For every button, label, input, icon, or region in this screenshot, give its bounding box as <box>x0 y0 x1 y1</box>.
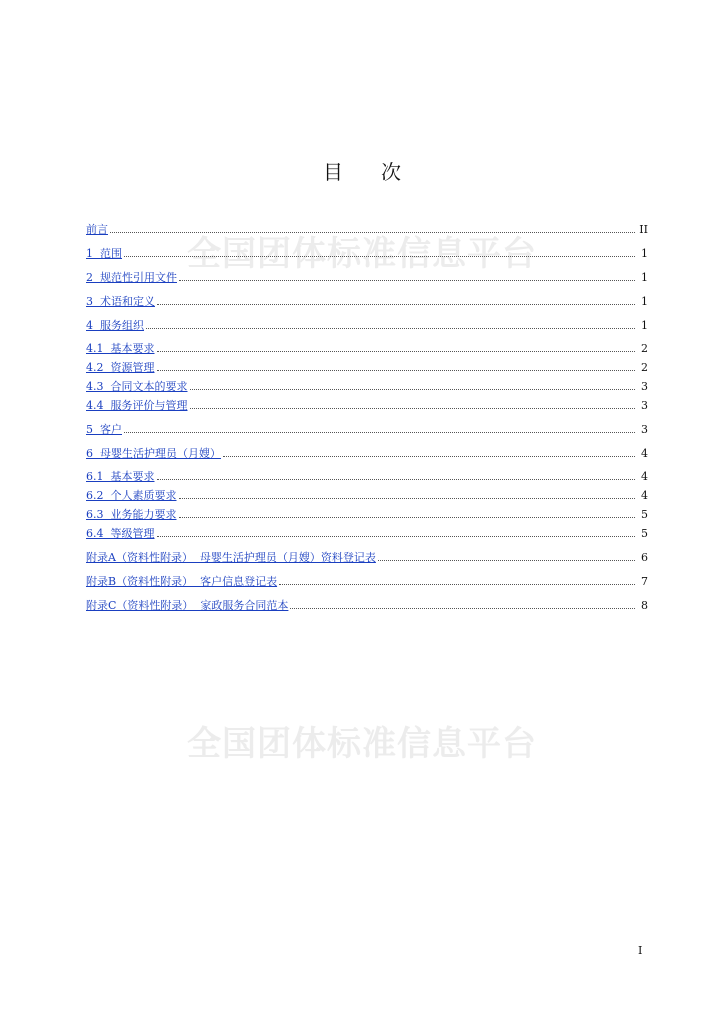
toc-entry[interactable] <box>86 524 648 540</box>
toc-entry-label[interactable]: 附录C（资料性附录） 家政服务合同范本 <box>86 599 289 612</box>
toc-entry[interactable] <box>86 444 648 460</box>
toc-entry-label[interactable]: 6 母婴生活护理员（月嫂） <box>86 447 221 460</box>
toc-entry-label[interactable]: 6.3 业务能力要求 <box>86 508 177 521</box>
watermark: 全国团体标准信息平台 <box>187 234 537 274</box>
toc-entry-label[interactable]: 6.1 基本要求 <box>86 470 155 483</box>
toc-entry-label[interactable]: 4.1 基本要求 <box>86 342 155 355</box>
toc-entry-label[interactable]: 3 术语和定义 <box>86 295 155 308</box>
toc-entry[interactable] <box>86 316 648 332</box>
toc-entry[interactable] <box>86 396 648 412</box>
toc-entry[interactable] <box>86 467 648 483</box>
toc-leader-dots <box>157 369 636 371</box>
watermark: 全国团体标准信息平台 <box>187 724 537 764</box>
toc-page-number: 1 <box>641 295 648 308</box>
toc-leader-dots <box>190 407 636 409</box>
toc-entry-label[interactable]: 前言 <box>86 223 108 236</box>
toc-leader-dots <box>179 497 636 499</box>
toc-entry-label[interactable]: 1 范围 <box>86 247 122 260</box>
toc-entry[interactable] <box>86 377 648 393</box>
toc-page-number: 1 <box>641 271 648 284</box>
toc-leader-dots <box>157 478 636 480</box>
toc-entry-label[interactable]: 附录B（资料性附录） 客户信息登记表 <box>86 575 278 588</box>
toc-leader-dots <box>157 303 635 305</box>
toc-entry[interactable] <box>86 358 648 374</box>
page-title <box>0 156 724 185</box>
toc-leader-dots <box>179 279 635 281</box>
toc-page-number: 2 <box>641 342 648 355</box>
toc-page-number: 5 <box>641 527 648 540</box>
toc-leader-dots <box>124 431 635 433</box>
toc-entry[interactable] <box>86 420 648 436</box>
toc-entry-label[interactable]: 4.3 合同文本的要求 <box>86 380 188 393</box>
toc-entry[interactable] <box>86 292 648 308</box>
toc-entry-label[interactable]: 4.4 服务评价与管理 <box>86 399 188 412</box>
toc-page-number: 1 <box>641 247 648 260</box>
toc-entry[interactable] <box>86 505 648 521</box>
toc-leader-dots <box>279 583 635 585</box>
toc-leader-dots <box>190 388 636 390</box>
toc-page-number: 8 <box>641 599 648 612</box>
toc-leader-dots <box>179 516 636 518</box>
toc-page-number: 7 <box>641 575 648 588</box>
toc-entry-label[interactable]: 2 规范性引用文件 <box>86 271 177 284</box>
toc-page-number: 4 <box>641 489 648 502</box>
toc-leader-dots <box>157 350 636 352</box>
toc-entry-appendix-a[interactable] <box>86 548 648 564</box>
toc-page-number: 3 <box>641 399 648 412</box>
toc-leader-dots <box>146 327 635 329</box>
toc-page-number: 1 <box>641 319 648 332</box>
toc-entry-foreword[interactable] <box>86 220 648 236</box>
toc-entry[interactable] <box>86 339 648 355</box>
toc-page-number: 4 <box>641 447 648 460</box>
title-char: 目 <box>323 160 343 184</box>
toc-entry-appendix-b[interactable] <box>86 572 648 588</box>
toc-entry-label[interactable]: 4 服务组织 <box>86 319 144 332</box>
title-char: 次 <box>381 160 401 184</box>
toc-entry[interactable] <box>86 486 648 502</box>
toc-leader-dots <box>378 559 635 561</box>
page-number: I <box>638 944 643 957</box>
toc-page-number: 3 <box>641 380 648 393</box>
toc-page-number: 6 <box>641 551 648 564</box>
toc-page-number: 5 <box>641 508 648 521</box>
toc-page-number: 4 <box>641 470 648 483</box>
toc-entry-label[interactable]: 4.2 资源管理 <box>86 361 155 374</box>
toc-entry-label[interactable]: 6.2 个人素质要求 <box>86 489 177 502</box>
toc-page-number: 2 <box>641 361 648 374</box>
toc-leader-dots <box>110 231 635 233</box>
toc-entry-appendix-c[interactable] <box>86 596 648 612</box>
toc-entry-label[interactable]: 附录A（资料性附录） 母婴生活护理员（月嫂）资料登记表 <box>86 551 376 564</box>
toc-leader-dots <box>290 607 635 609</box>
toc-entry-label[interactable]: 5 客户 <box>86 423 122 436</box>
toc-page-number: II <box>639 223 648 236</box>
toc-entry[interactable] <box>86 244 648 260</box>
toc-leader-dots <box>124 255 635 257</box>
toc-entry[interactable] <box>86 268 648 284</box>
toc-leader-dots <box>223 455 635 457</box>
toc-entry-label[interactable]: 6.4 等级管理 <box>86 527 155 540</box>
toc-page-number: 3 <box>641 423 648 436</box>
toc-leader-dots <box>157 535 636 537</box>
